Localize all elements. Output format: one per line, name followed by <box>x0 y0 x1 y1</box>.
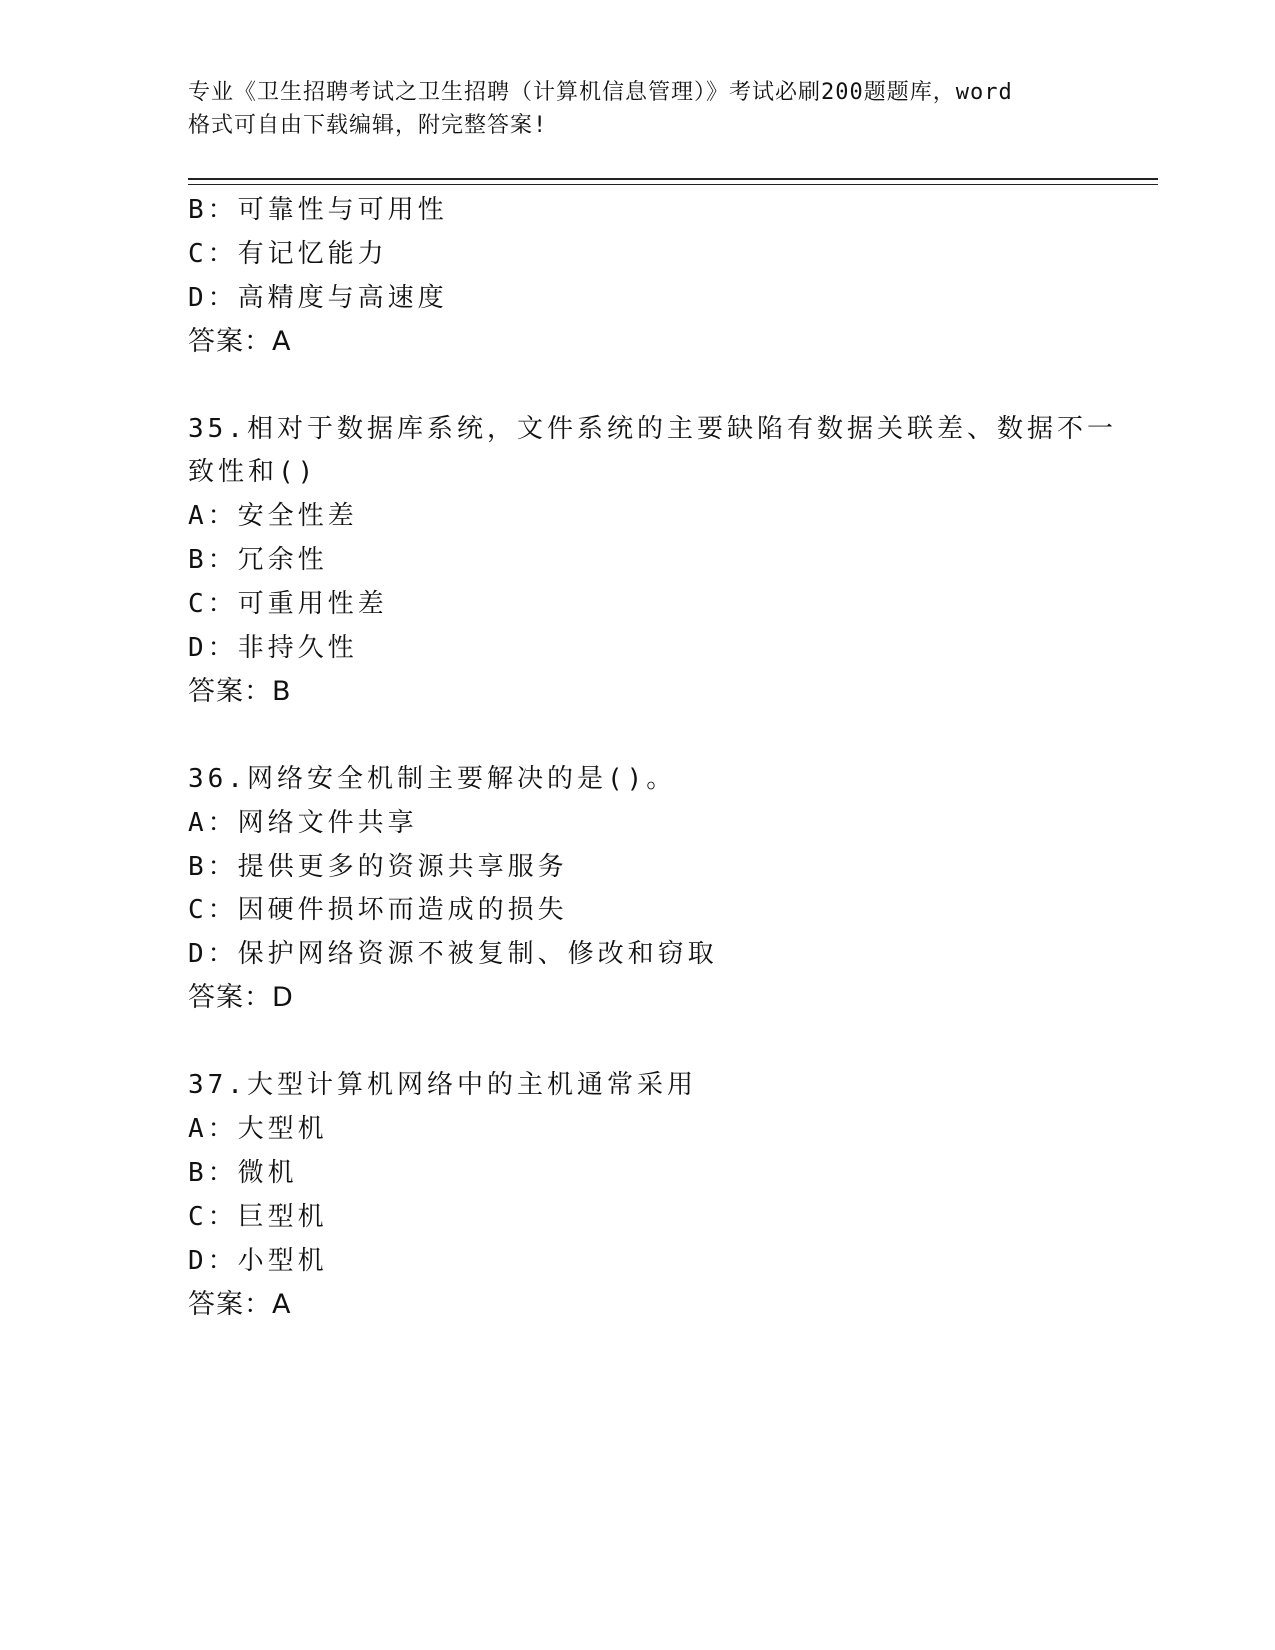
header-divider-top <box>188 178 1158 180</box>
header-divider-bottom <box>188 184 1158 185</box>
header-line-1: 专业《卫生招聘考试之卫生招聘（计算机信息管理）》考试必刷200题题库，word <box>188 80 1013 105</box>
prev-option-b: B：可靠性与可用性 <box>188 195 448 225</box>
q35-option-d: D：非持久性 <box>188 633 358 663</box>
prev-answer: 答案：A <box>188 326 292 357</box>
q37-option-a: A：大型机 <box>188 1114 328 1144</box>
q35-answer: 答案：B <box>188 676 292 707</box>
header-line-2: 格式可自由下载编辑，附完整答案! <box>188 113 548 138</box>
q37-option-d: D：小型机 <box>188 1246 328 1276</box>
q36-option-a: A：网络文件共享 <box>188 808 418 838</box>
q37-stem-line-1: 37.大型计算机网络中的主机通常采用 <box>188 1070 697 1100</box>
q36-option-b: B：提供更多的资源共享服务 <box>188 852 568 882</box>
q35-stem-line-2: 致性和() <box>188 457 318 487</box>
q36-option-c: C：因硬件损坏而造成的损失 <box>188 895 568 925</box>
q35-option-b: B：冗余性 <box>188 545 328 575</box>
q36-answer: 答案：D <box>188 982 294 1013</box>
q35-option-a: A：安全性差 <box>188 501 358 531</box>
q37-option-c: C：巨型机 <box>188 1202 328 1232</box>
q37-option-b: B：微机 <box>188 1158 298 1188</box>
q37-answer: 答案：A <box>188 1289 292 1320</box>
prev-option-d: D：高精度与高速度 <box>188 283 448 313</box>
prev-option-c: C：有记忆能力 <box>188 239 388 269</box>
q35-option-c: C：可重用性差 <box>188 589 388 619</box>
q36-stem-line-1: 36.网络安全机制主要解决的是()。 <box>188 764 677 794</box>
q36-option-d: D：保护网络资源不被复制、修改和窃取 <box>188 939 718 969</box>
document-header <box>188 76 1088 142</box>
q35-stem-line-1: 35.相对于数据库系统，文件系统的主要缺陷有数据关联差、数据不一 <box>188 414 1117 444</box>
